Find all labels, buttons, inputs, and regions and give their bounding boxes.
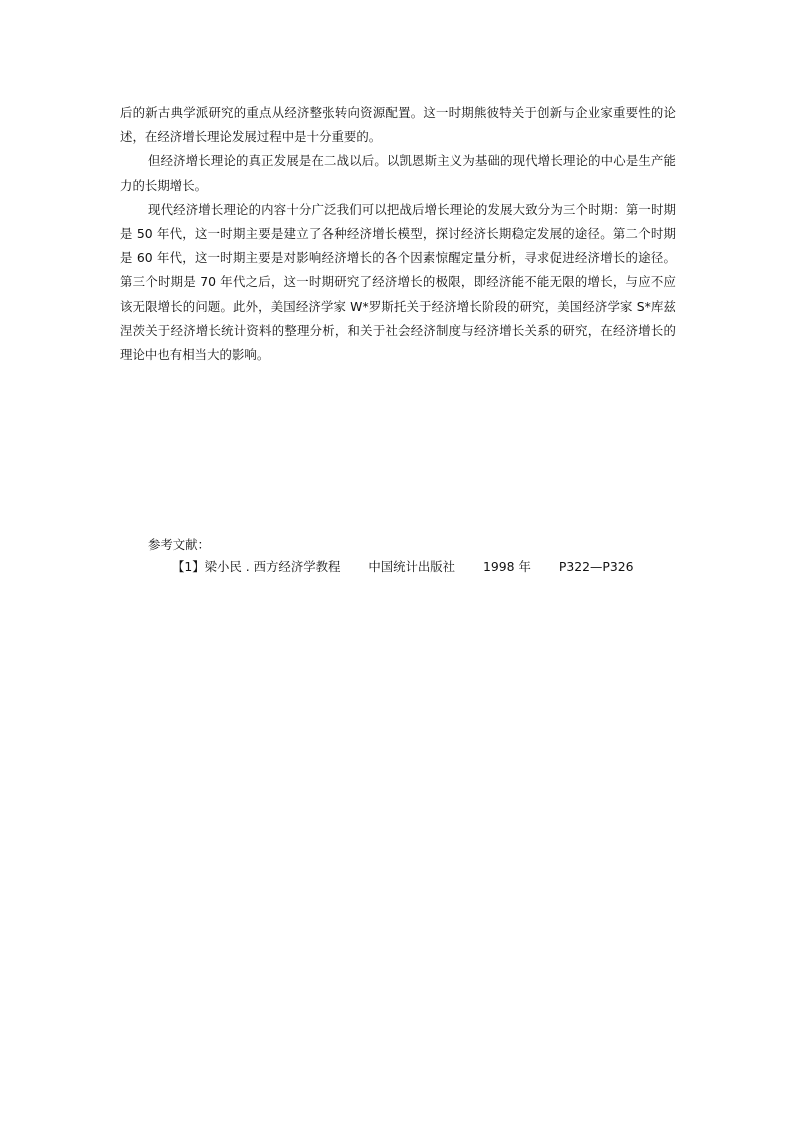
body-paragraph-1: 后的新古典学派研究的重点从经济整张转向资源配置。这一时期熊彼特关于创新与企业家重要性的论述，在经济增长理论发展过程中是十分重要的。 — [120, 105, 676, 145]
references-title: 参考文献： — [148, 537, 210, 552]
reference-year: 1998 年 — [483, 559, 531, 574]
reference-item-1 — [172, 556, 708, 578]
reference-pages: P322—P326 — [558, 559, 634, 574]
body-paragraph-3: 现代经济增长理论的内容十分广泛我们可以把战后增长理论的发展大致分为三个时期：第一时期是 50 年代，这一时期主要是建立了各种经济增长模型，探讨经济长期稳定发展的途径。第二个时期是 60 年代，这一时期主要是对影响经济增长的各个因素惊醒定量分析，寻求促进经济增长的途径。第三个时期是 70 年代之后，这一时期研究了经济增长的极限，即经济能不能无限的增长，与应不应该无限增长的问题。此外，美国经济学家 W*罗斯托关于经济增长阶段的研究，美国经济学家 S*库兹涅茨关于经济增长统计资料的整理分析，和关于社会经济制度与经济增长关系的研究，在经济增长的理论中也有相当大的影响。 — [120, 201, 676, 363]
document-body — [120, 101, 676, 367]
references-section — [148, 534, 708, 578]
body-paragraph-2: 但经济增长理论的真正发展是在二战以后。以凯恩斯主义为基础的现代增长理论的中心是生产能力的长期增长。 — [120, 153, 676, 193]
reference-author-title: 【1】梁小民 . 西方经济学教程 — [172, 559, 341, 574]
reference-publisher: 中国统计出版社 — [368, 559, 456, 574]
